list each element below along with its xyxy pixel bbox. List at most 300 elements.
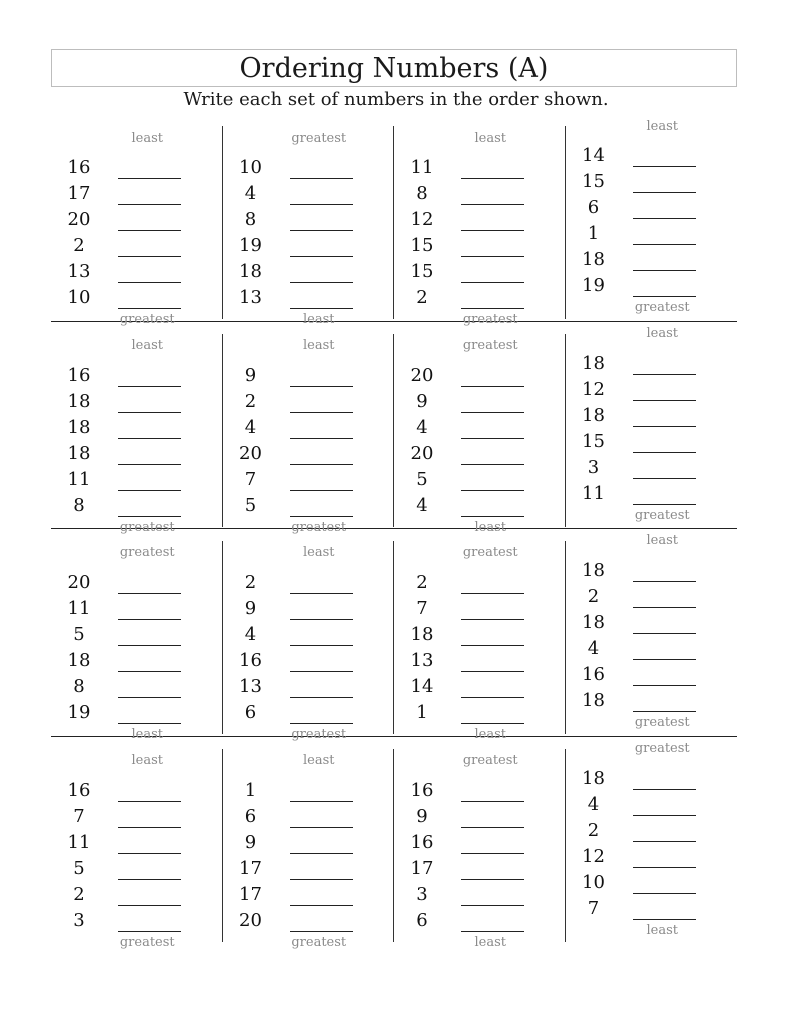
problem-set — [51, 749, 223, 950]
given-number: 11 — [410, 157, 434, 178]
given-number: 5 — [416, 468, 428, 490]
problem-set — [394, 334, 566, 535]
answer-blank[interactable] — [290, 464, 353, 465]
list-item — [51, 284, 222, 310]
given-number: 2 — [73, 235, 85, 256]
answer-blank[interactable] — [633, 218, 696, 219]
answer-blank[interactable] — [633, 919, 696, 920]
answer-blank[interactable] — [118, 438, 181, 439]
list-item — [51, 180, 222, 206]
problem-set — [223, 749, 395, 950]
answer-blank[interactable] — [461, 178, 524, 179]
given-number: 7 — [73, 805, 85, 827]
answer-blank[interactable] — [633, 270, 696, 271]
given-number: 20 — [410, 364, 434, 386]
list-item — [51, 206, 222, 232]
answer-blank[interactable] — [633, 192, 696, 193]
order-label-bottom: greatest — [291, 519, 347, 535]
answer-blank[interactable] — [633, 685, 696, 686]
number-list — [566, 350, 738, 506]
given-number: 6 — [587, 197, 600, 218]
list-item — [566, 220, 738, 246]
list-item — [51, 855, 222, 881]
list-item — [51, 388, 222, 414]
list-item — [223, 258, 394, 284]
answer-blank[interactable] — [290, 905, 353, 906]
answer-blank[interactable] — [290, 723, 353, 724]
list-item — [566, 402, 738, 428]
number-list — [223, 569, 394, 725]
answer-blank[interactable] — [461, 282, 524, 283]
given-number: 2 — [244, 572, 257, 593]
problem-set — [394, 126, 566, 327]
answer-blank[interactable] — [633, 867, 696, 868]
answer-blank[interactable] — [290, 931, 353, 932]
answer-blank[interactable] — [290, 593, 353, 594]
number-list — [51, 569, 222, 725]
order-label-bottom: least — [646, 922, 678, 938]
given-number: 8 — [73, 676, 85, 697]
order-label-bottom: greatest — [634, 715, 690, 730]
answer-blank[interactable] — [461, 204, 524, 205]
given-number: 12 — [582, 845, 605, 867]
list-item — [394, 777, 565, 803]
number-list — [394, 569, 565, 725]
problem-set — [566, 114, 738, 321]
list-item — [566, 687, 738, 713]
list-item — [223, 232, 394, 258]
list-item — [394, 595, 565, 621]
answer-blank[interactable] — [633, 374, 696, 375]
problem-set — [566, 322, 738, 529]
problem-set — [51, 541, 223, 742]
given-number: 9 — [244, 831, 257, 853]
list-item — [223, 388, 394, 414]
answer-blank[interactable] — [290, 308, 353, 309]
given-number: 15 — [582, 430, 605, 452]
number-list — [51, 362, 222, 518]
answer-blank[interactable] — [461, 905, 524, 906]
list-item — [566, 661, 738, 687]
answer-blank[interactable] — [118, 853, 181, 854]
given-number: 4 — [416, 494, 428, 516]
given-number: 15 — [410, 235, 434, 256]
answer-blank[interactable] — [290, 412, 353, 413]
answer-blank[interactable] — [118, 282, 181, 283]
answer-blank[interactable] — [461, 827, 524, 828]
given-number: 4 — [244, 183, 257, 204]
problem-row — [51, 322, 737, 535]
list-item — [394, 829, 565, 855]
given-number: 16 — [410, 831, 434, 853]
given-number: 11 — [582, 482, 605, 504]
list-item — [394, 881, 565, 907]
answer-blank[interactable] — [633, 581, 696, 582]
answer-blank[interactable] — [290, 619, 353, 620]
answer-blank[interactable] — [461, 723, 524, 724]
answer-blank[interactable] — [290, 282, 353, 283]
problem-set — [223, 126, 395, 327]
given-number: 18 — [410, 624, 434, 645]
given-number: 20 — [67, 209, 91, 230]
answer-blank[interactable] — [118, 619, 181, 620]
given-number: 12 — [410, 209, 434, 230]
list-item — [51, 466, 222, 492]
list-item — [223, 180, 394, 206]
number-list — [566, 765, 738, 921]
order-label-top: greatest — [119, 545, 175, 560]
given-number: 4 — [244, 624, 257, 645]
order-label-top: greatest — [634, 740, 690, 756]
order-label-top: least — [303, 337, 335, 353]
answer-blank[interactable] — [118, 697, 181, 698]
problem-set — [566, 737, 738, 945]
answer-blank[interactable] — [290, 256, 353, 257]
list-item — [394, 855, 565, 881]
given-number: 2 — [73, 883, 85, 905]
problem-row — [51, 114, 737, 327]
given-number: 2 — [587, 819, 600, 841]
answer-blank[interactable] — [118, 645, 181, 646]
given-number: 17 — [239, 857, 262, 879]
order-label-top: least — [131, 337, 163, 353]
answer-blank[interactable] — [118, 464, 181, 465]
given-number: 1 — [244, 779, 257, 801]
list-item — [223, 621, 394, 647]
answer-blank[interactable] — [118, 204, 181, 205]
list-item — [51, 258, 222, 284]
answer-blank[interactable] — [633, 452, 696, 453]
list-item — [566, 635, 738, 661]
list-item — [566, 557, 738, 583]
answer-blank[interactable] — [461, 308, 524, 309]
number-list — [223, 154, 394, 310]
answer-blank[interactable] — [118, 827, 181, 828]
given-number: 8 — [416, 183, 428, 204]
list-item — [223, 595, 394, 621]
order-label-bottom: least — [303, 312, 335, 327]
list-item — [394, 388, 565, 414]
list-item — [566, 428, 738, 454]
list-item — [51, 595, 222, 621]
answer-blank[interactable] — [461, 464, 524, 465]
answer-blank[interactable] — [633, 296, 696, 297]
list-item — [223, 855, 394, 881]
given-number: 16 — [67, 779, 91, 801]
list-item — [51, 907, 222, 933]
answer-blank[interactable] — [633, 400, 696, 401]
problem-set — [566, 529, 738, 736]
list-item — [51, 362, 222, 388]
answer-blank[interactable] — [290, 879, 353, 880]
given-number: 18 — [67, 390, 91, 412]
list-item — [394, 621, 565, 647]
answer-blank[interactable] — [461, 230, 524, 231]
given-number: 6 — [416, 909, 428, 931]
list-item — [566, 869, 738, 895]
list-item — [394, 673, 565, 699]
given-number: 5 — [244, 494, 257, 516]
answer-blank[interactable] — [461, 671, 524, 672]
given-number: 16 — [67, 157, 91, 178]
answer-blank[interactable] — [118, 801, 181, 802]
given-number: 7 — [587, 897, 600, 919]
answer-blank[interactable] — [118, 723, 181, 724]
answer-blank[interactable] — [633, 166, 696, 167]
given-number: 7 — [244, 468, 257, 490]
answer-blank[interactable] — [633, 815, 696, 816]
given-number: 18 — [582, 352, 605, 374]
answer-blank[interactable] — [118, 490, 181, 491]
list-item — [51, 647, 222, 673]
answer-blank[interactable] — [290, 178, 353, 179]
order-label-top: greatest — [291, 131, 347, 146]
list-item — [566, 895, 738, 921]
answer-blank[interactable] — [290, 516, 353, 517]
given-number: 19 — [582, 275, 605, 296]
list-item — [394, 569, 565, 595]
answer-blank[interactable] — [633, 841, 696, 842]
order-label-top: least — [131, 131, 163, 146]
given-number: 19 — [239, 235, 262, 256]
answer-blank[interactable] — [461, 438, 524, 439]
given-number: 12 — [582, 378, 605, 400]
answer-blank[interactable] — [461, 619, 524, 620]
answer-blank[interactable] — [118, 178, 181, 179]
answer-blank[interactable] — [633, 426, 696, 427]
given-number: 3 — [73, 909, 85, 931]
given-number: 18 — [67, 650, 91, 671]
answer-blank[interactable] — [633, 711, 696, 712]
given-number: 2 — [587, 586, 600, 607]
answer-blank[interactable] — [461, 879, 524, 880]
list-item — [394, 699, 565, 725]
list-item — [394, 232, 565, 258]
given-number: 16 — [410, 779, 434, 801]
given-number: 20 — [239, 909, 262, 931]
list-item — [394, 154, 565, 180]
list-item — [566, 454, 738, 480]
list-item — [566, 609, 738, 635]
number-list — [51, 777, 222, 933]
answer-blank[interactable] — [118, 905, 181, 906]
given-number: 13 — [239, 676, 262, 697]
list-item — [51, 777, 222, 803]
answer-blank[interactable] — [290, 438, 353, 439]
answer-blank[interactable] — [633, 633, 696, 634]
order-label-bottom: least — [474, 727, 506, 742]
number-list — [566, 557, 738, 713]
given-number: 6 — [244, 702, 257, 723]
given-number: 4 — [244, 416, 257, 438]
given-number: 5 — [73, 624, 85, 645]
order-label-bottom: greatest — [634, 300, 690, 315]
order-label-bottom: greatest — [291, 934, 347, 950]
list-item — [223, 699, 394, 725]
given-number: 10 — [67, 287, 91, 308]
list-item — [223, 803, 394, 829]
order-label-bottom: greatest — [462, 312, 518, 327]
order-label-bottom: greatest — [119, 934, 175, 950]
given-number: 16 — [239, 650, 262, 671]
answer-blank[interactable] — [461, 801, 524, 802]
number-list — [394, 154, 565, 310]
answer-blank[interactable] — [461, 593, 524, 594]
list-item — [566, 142, 738, 168]
list-item — [223, 466, 394, 492]
answer-blank[interactable] — [118, 386, 181, 387]
answer-blank[interactable] — [118, 593, 181, 594]
answer-blank[interactable] — [633, 659, 696, 660]
given-number: 5 — [73, 857, 85, 879]
answer-blank[interactable] — [290, 386, 353, 387]
given-number: 18 — [582, 767, 605, 789]
given-number: 20 — [67, 572, 91, 593]
list-item — [566, 246, 738, 272]
answer-blank[interactable] — [461, 386, 524, 387]
given-number: 16 — [582, 664, 605, 685]
answer-blank[interactable] — [461, 256, 524, 257]
list-item — [223, 569, 394, 595]
answer-blank[interactable] — [118, 256, 181, 257]
list-item — [51, 492, 222, 518]
answer-blank[interactable] — [633, 789, 696, 790]
given-number: 6 — [244, 805, 257, 827]
given-number: 4 — [587, 793, 600, 815]
order-label-top: greatest — [462, 337, 518, 353]
order-label-top: least — [131, 752, 163, 768]
answer-blank[interactable] — [633, 504, 696, 505]
given-number: 3 — [587, 456, 600, 478]
answer-blank[interactable] — [461, 853, 524, 854]
answer-blank[interactable] — [461, 645, 524, 646]
given-number: 9 — [416, 390, 428, 412]
list-item — [51, 621, 222, 647]
given-number: 18 — [582, 612, 605, 633]
given-number: 20 — [239, 442, 262, 464]
answer-blank[interactable] — [290, 490, 353, 491]
answer-blank[interactable] — [290, 827, 353, 828]
answer-blank[interactable] — [461, 490, 524, 491]
answer-blank[interactable] — [290, 204, 353, 205]
answer-blank[interactable] — [290, 645, 353, 646]
answer-blank[interactable] — [461, 931, 524, 932]
given-number: 8 — [73, 494, 85, 516]
problem-set — [51, 126, 223, 327]
list-item — [223, 881, 394, 907]
problem-row — [51, 737, 737, 950]
list-item — [223, 777, 394, 803]
worksheet-title: Ordering Numbers (A) — [239, 52, 549, 84]
order-label-top: least — [303, 545, 335, 560]
order-label-top: least — [474, 131, 506, 146]
answer-blank[interactable] — [118, 931, 181, 932]
list-item — [394, 466, 565, 492]
given-number: 1 — [416, 702, 428, 723]
list-item — [566, 817, 738, 843]
given-number: 13 — [67, 261, 91, 282]
list-item — [223, 284, 394, 310]
list-item — [394, 647, 565, 673]
list-item — [223, 492, 394, 518]
answer-blank[interactable] — [290, 697, 353, 698]
given-number: 16 — [67, 364, 91, 386]
given-number: 18 — [582, 560, 605, 581]
list-item — [51, 829, 222, 855]
problem-set — [51, 334, 223, 535]
answer-blank[interactable] — [633, 478, 696, 479]
answer-blank[interactable] — [290, 671, 353, 672]
given-number: 2 — [416, 287, 428, 308]
answer-blank[interactable] — [633, 607, 696, 608]
given-number: 14 — [582, 145, 605, 166]
number-list — [223, 362, 394, 518]
order-label-bottom: least — [131, 727, 163, 742]
answer-blank[interactable] — [290, 801, 353, 802]
given-number: 4 — [587, 638, 600, 659]
list-item — [223, 673, 394, 699]
list-item — [223, 647, 394, 673]
list-item — [566, 376, 738, 402]
answer-blank[interactable] — [633, 893, 696, 894]
list-item — [566, 272, 738, 298]
order-label-top: least — [646, 533, 678, 548]
list-item — [223, 907, 394, 933]
problem-set — [223, 541, 395, 742]
given-number: 7 — [416, 598, 428, 619]
answer-blank[interactable] — [118, 308, 181, 309]
list-item — [223, 829, 394, 855]
list-item — [566, 843, 738, 869]
given-number: 18 — [582, 404, 605, 426]
answer-blank[interactable] — [461, 516, 524, 517]
answer-blank[interactable] — [461, 412, 524, 413]
given-number: 20 — [410, 442, 434, 464]
worksheet-title-box — [51, 49, 737, 87]
given-number: 15 — [582, 171, 605, 192]
list-item — [51, 699, 222, 725]
order-label-bottom: greatest — [634, 507, 690, 523]
answer-blank[interactable] — [633, 244, 696, 245]
given-number: 8 — [244, 209, 257, 230]
list-item — [394, 414, 565, 440]
answer-blank[interactable] — [290, 230, 353, 231]
list-item — [394, 258, 565, 284]
answer-blank[interactable] — [118, 230, 181, 231]
list-item — [51, 414, 222, 440]
answer-blank[interactable] — [118, 516, 181, 517]
answer-blank[interactable] — [118, 879, 181, 880]
given-number: 15 — [410, 261, 434, 282]
given-number: 10 — [239, 157, 262, 178]
answer-blank[interactable] — [290, 853, 353, 854]
answer-blank[interactable] — [118, 671, 181, 672]
answer-blank[interactable] — [461, 697, 524, 698]
problem-row — [51, 529, 737, 742]
given-number: 9 — [244, 598, 257, 619]
given-number: 18 — [582, 249, 605, 270]
list-item — [566, 168, 738, 194]
given-number: 2 — [244, 390, 257, 412]
given-number: 10 — [582, 871, 605, 893]
given-number: 2 — [416, 572, 428, 593]
problem-set — [394, 749, 566, 950]
order-label-top: least — [303, 752, 335, 768]
answer-blank[interactable] — [118, 412, 181, 413]
given-number: 1 — [587, 223, 600, 244]
list-item — [394, 440, 565, 466]
list-item — [223, 414, 394, 440]
